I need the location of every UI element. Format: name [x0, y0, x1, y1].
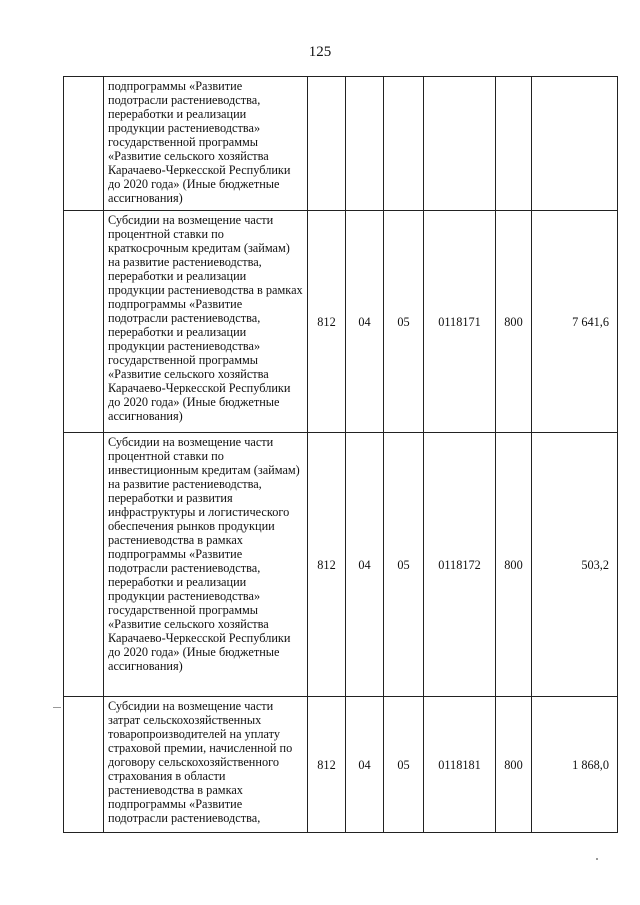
amount-cell: 1 868,0 — [532, 697, 618, 833]
row-index-cell — [64, 211, 104, 433]
table-row — [64, 77, 618, 211]
page-number: 125 — [308, 44, 332, 60]
description-cell: Субсидии на возмещение части процентной ставки по инвестиционным кредитам (займам) на развитие растениеводства, переработки и развития инфраструктуры и логистического обеспечения рынков продукции растениеводства в рамках подпрограммы «Развитие подотрасли растениеводства, переработки и реализации продукции растениеводства» государственной программы «Развитие сельского хозяйства Карачаево-Черкесской Республики до 2020 года» (Иные бюджетные ассигнования) — [104, 433, 308, 697]
amount-cell — [532, 77, 618, 211]
section-cell — [346, 77, 384, 211]
target-cell — [424, 77, 496, 211]
type-cell: 800 — [496, 211, 532, 433]
description-cell: Субсидии на возмещение части затрат сельскохозяйственных товаропроизводителей на уплату страховой премии, начисленной по договору сельскохозяйственного страхования в области растениеводства в рамках подпрограммы «Развитие подотрасли растениеводства, — [104, 697, 308, 833]
row-index-cell — [64, 77, 104, 211]
type-cell: 800 — [496, 433, 532, 697]
type-cell: 800 — [496, 697, 532, 833]
table-row — [64, 211, 618, 433]
ministry-cell: 812 — [308, 697, 346, 833]
description-cell: подпрограммы «Развитие подотрасли растениеводства, переработки и реализации продукции растениеводства» государственной программы «Развитие сельского хозяйства Карачаево-Черкесской Республики до 2020 года» (Иные бюджетные ассигнования) — [104, 77, 308, 211]
ministry-cell: 812 — [308, 433, 346, 697]
subsection-cell: 05 — [384, 433, 424, 697]
description-cell: Субсидии на возмещение части процентной ставки по краткосрочным кредитам (займам) на развитие растениеводства, переработки и реализации продукции растениеводства в рамках подпрограммы «Развитие подотрасли растениеводства, переработки и реализации продукции растениеводства» государственной программы «Развитие сельского хозяйства Карачаево-Черкесской Республики до 2020 года» (Иные бюджетные ассигнования) — [104, 211, 308, 433]
row-index-cell — [64, 697, 104, 833]
subsection-cell — [384, 77, 424, 211]
scan-speck — [53, 707, 61, 708]
target-cell: 0118172 — [424, 433, 496, 697]
amount-cell: 503,2 — [532, 433, 618, 697]
target-cell: 0118171 — [424, 211, 496, 433]
table-row — [64, 697, 618, 833]
section-cell: 04 — [346, 211, 384, 433]
type-cell — [496, 77, 532, 211]
ministry-cell — [308, 77, 346, 211]
section-cell: 04 — [346, 433, 384, 697]
budget-table — [63, 76, 618, 833]
table-row — [64, 433, 618, 697]
row-index-cell — [64, 433, 104, 697]
ministry-cell: 812 — [308, 211, 346, 433]
subsection-cell: 05 — [384, 211, 424, 433]
amount-cell: 7 641,6 — [532, 211, 618, 433]
subsection-cell: 05 — [384, 697, 424, 833]
section-cell: 04 — [346, 697, 384, 833]
scan-speck — [596, 858, 598, 860]
target-cell: 0118181 — [424, 697, 496, 833]
